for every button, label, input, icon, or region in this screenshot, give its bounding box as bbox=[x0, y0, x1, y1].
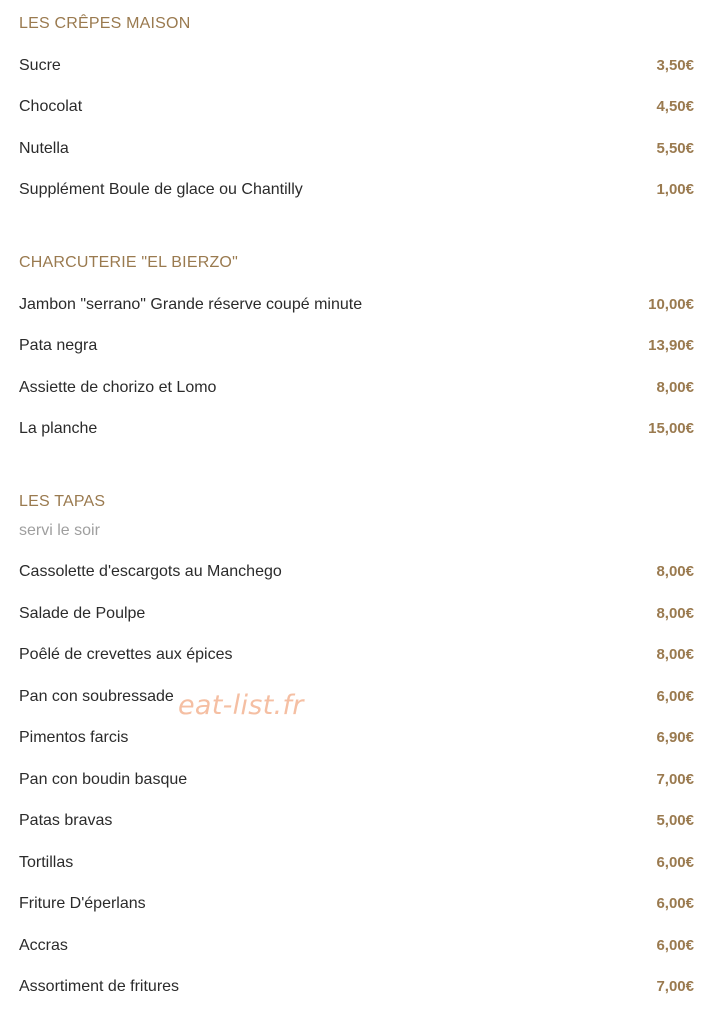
item-name: Cassolette d'escargots au Manchego bbox=[19, 563, 282, 580]
item-name: Patas bravas bbox=[19, 812, 113, 829]
item-name: Poêlé de crevettes aux épices bbox=[19, 646, 233, 663]
menu-item bbox=[19, 419, 694, 439]
item-price: 6,00€ bbox=[656, 937, 694, 954]
item-name: Pan con soubressade bbox=[19, 688, 174, 705]
item-price: 5,50€ bbox=[656, 140, 694, 157]
item-name: Friture D'éperlans bbox=[19, 895, 146, 912]
item-price: 7,00€ bbox=[656, 978, 694, 995]
menu-item bbox=[19, 336, 694, 356]
item-name: Tortillas bbox=[19, 854, 74, 871]
item-price: 7,00€ bbox=[656, 771, 694, 788]
item-name: Sucre bbox=[19, 57, 61, 74]
item-price: 6,00€ bbox=[656, 854, 694, 871]
item-price: 3,50€ bbox=[656, 57, 694, 74]
item-price: 8,00€ bbox=[656, 379, 694, 396]
menu-item bbox=[19, 977, 694, 997]
menu-item bbox=[19, 378, 694, 398]
item-price: 6,90€ bbox=[656, 729, 694, 746]
item-name: Chocolat bbox=[19, 98, 83, 115]
item-name: Pata negra bbox=[19, 337, 98, 354]
item-price: 15,00€ bbox=[648, 420, 694, 437]
item-price: 8,00€ bbox=[656, 646, 694, 663]
item-price: 6,00€ bbox=[656, 895, 694, 912]
section-title: CHARCUTERIE "EL BIERZO" bbox=[19, 254, 238, 271]
item-price: 8,00€ bbox=[656, 605, 694, 622]
item-name: Jambon "serrano" Grande réserve coupé minute bbox=[19, 296, 363, 313]
section-subtitle: servi le soir bbox=[19, 522, 100, 539]
menu-item bbox=[19, 56, 694, 76]
menu-item bbox=[19, 180, 694, 200]
item-price: 6,00€ bbox=[656, 688, 694, 705]
menu-item bbox=[19, 97, 694, 117]
item-price: 5,00€ bbox=[656, 812, 694, 829]
menu-item bbox=[19, 770, 694, 790]
menu-item bbox=[19, 687, 694, 707]
item-name: Salade de Poulpe bbox=[19, 605, 146, 622]
menu-item bbox=[19, 562, 694, 582]
item-name: Pimentos farcis bbox=[19, 729, 129, 746]
section-title: LES CRÊPES MAISON bbox=[19, 15, 191, 32]
item-price: 8,00€ bbox=[656, 563, 694, 580]
item-name: Assiette de chorizo et Lomo bbox=[19, 379, 217, 396]
menu-item bbox=[19, 894, 694, 914]
menu-item bbox=[19, 728, 694, 748]
item-name: Assortiment de fritures bbox=[19, 978, 180, 995]
item-name: Accras bbox=[19, 937, 68, 954]
item-name: Nutella bbox=[19, 140, 69, 157]
menu-item bbox=[19, 853, 694, 873]
section-title: LES TAPAS bbox=[19, 493, 106, 510]
menu-item bbox=[19, 811, 694, 831]
item-price: 4,50€ bbox=[656, 98, 694, 115]
menu-item bbox=[19, 139, 694, 159]
item-price: 10,00€ bbox=[648, 296, 694, 313]
item-name: La planche bbox=[19, 420, 98, 437]
menu-item bbox=[19, 295, 694, 315]
item-name: Supplément Boule de glace ou Chantilly bbox=[19, 181, 303, 198]
item-price: 13,90€ bbox=[648, 337, 694, 354]
menu-item bbox=[19, 604, 694, 624]
menu-item bbox=[19, 936, 694, 956]
item-name: Pan con boudin basque bbox=[19, 771, 188, 788]
menu-item bbox=[19, 645, 694, 665]
item-price: 1,00€ bbox=[656, 181, 694, 198]
watermark: eat-list.fr bbox=[178, 690, 304, 721]
